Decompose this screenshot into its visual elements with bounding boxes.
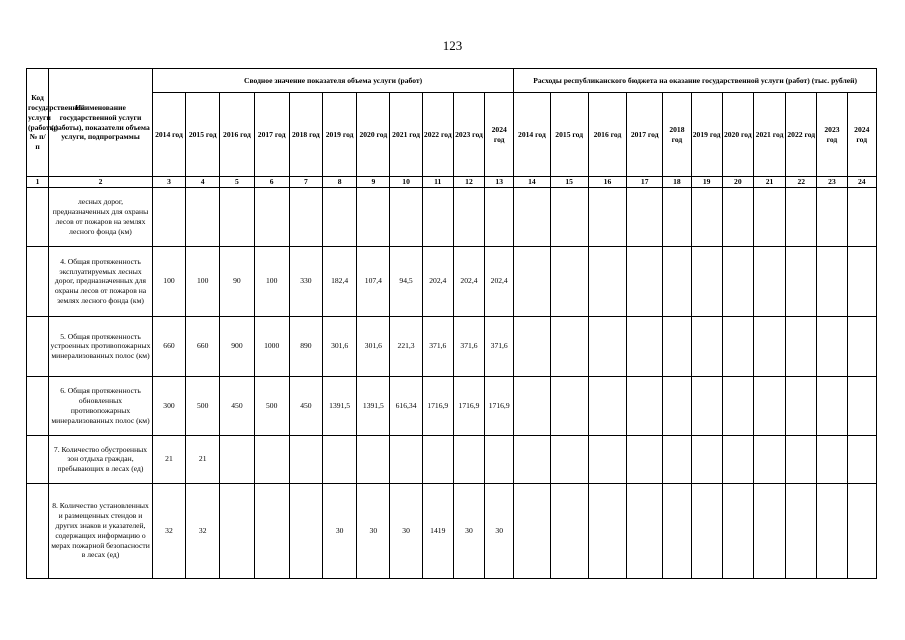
- column-number: 7: [289, 177, 322, 188]
- budget-value: [786, 187, 817, 246]
- budget-value: [753, 246, 785, 316]
- budget-value: [817, 187, 847, 246]
- header-budget-group: Расходы республиканского бюджета на оказание государственной услуги (работ) (тыс. рублей): [514, 69, 877, 93]
- table-row: [27, 246, 877, 316]
- budget-value: [663, 376, 691, 435]
- page-number: 123: [442, 38, 463, 53]
- budget-value: [722, 246, 753, 316]
- budget-value: [691, 316, 722, 376]
- column-number: 15: [550, 177, 588, 188]
- budget-value: [550, 435, 588, 483]
- budget-value: [550, 187, 588, 246]
- header-year-volume: 2015 год: [186, 93, 220, 177]
- table-row: [27, 316, 877, 376]
- budget-value: [514, 483, 550, 578]
- volume-value: 1716,9: [422, 376, 453, 435]
- budget-value: [514, 246, 550, 316]
- column-number: 11: [422, 177, 453, 188]
- volume-value: 94,5: [390, 246, 422, 316]
- budget-value: [722, 316, 753, 376]
- budget-value: [786, 435, 817, 483]
- budget-value: [847, 435, 876, 483]
- row-name: 7. Количество обустроенных зон отдыха граждан, пребывающих в лесах (ед): [49, 435, 153, 483]
- header-year-budget: 2014 год: [514, 93, 550, 177]
- row-name: 5. Общая протяженность устроенных противопожарных минерализованных полос (км): [49, 316, 153, 376]
- header-year-budget: 2024 год: [847, 93, 876, 177]
- budget-value: [753, 187, 785, 246]
- volume-value: 30: [453, 483, 484, 578]
- column-number: 6: [254, 177, 289, 188]
- volume-value: 30: [390, 483, 422, 578]
- header-year-volume: 2019 год: [323, 93, 357, 177]
- volume-value: [485, 435, 514, 483]
- header-year-budget: 2015 год: [550, 93, 588, 177]
- header-year-budget: 2016 год: [588, 93, 626, 177]
- budget-value: [550, 483, 588, 578]
- column-number: 10: [390, 177, 422, 188]
- volume-value: [220, 483, 254, 578]
- budget-table: [26, 68, 877, 579]
- volume-value: 1419: [422, 483, 453, 578]
- budget-value: [847, 483, 876, 578]
- volume-value: 21: [186, 435, 220, 483]
- volume-value: 202,4: [422, 246, 453, 316]
- budget-value: [722, 435, 753, 483]
- header-year-budget: 2023 год: [817, 93, 847, 177]
- budget-value: [691, 187, 722, 246]
- volume-value: [220, 187, 254, 246]
- budget-value: [514, 376, 550, 435]
- budget-value: [550, 246, 588, 316]
- budget-value: [722, 187, 753, 246]
- volume-value: 616,34: [390, 376, 422, 435]
- header-year-budget: 2017 год: [627, 93, 663, 177]
- row-code: [27, 483, 49, 578]
- row-code: [27, 376, 49, 435]
- volume-value: [254, 187, 289, 246]
- row-code: [27, 187, 49, 246]
- volume-value: 371,6: [485, 316, 514, 376]
- volume-value: [289, 483, 322, 578]
- budget-value: [550, 316, 588, 376]
- volume-value: 301,6: [323, 316, 357, 376]
- volume-value: 450: [220, 376, 254, 435]
- volume-value: [289, 435, 322, 483]
- column-number: 12: [453, 177, 484, 188]
- header-volume-group: Сводное значение показателя объема услуги (работ): [152, 69, 513, 93]
- volume-value: 450: [289, 376, 322, 435]
- column-number: 8: [323, 177, 357, 188]
- budget-value: [817, 316, 847, 376]
- budget-value: [753, 435, 785, 483]
- column-number: 4: [186, 177, 220, 188]
- row-code: [27, 316, 49, 376]
- column-number: 1: [27, 177, 49, 188]
- volume-value: 221,3: [390, 316, 422, 376]
- volume-value: 1716,9: [485, 376, 514, 435]
- volume-value: 107,4: [357, 246, 390, 316]
- volume-value: [357, 187, 390, 246]
- budget-value: [722, 483, 753, 578]
- budget-value: [627, 483, 663, 578]
- budget-value: [663, 316, 691, 376]
- budget-value: [627, 246, 663, 316]
- budget-value: [588, 435, 626, 483]
- budget-value: [847, 316, 876, 376]
- volume-value: 202,4: [453, 246, 484, 316]
- column-number: 2: [49, 177, 153, 188]
- volume-value: 30: [323, 483, 357, 578]
- volume-value: [390, 435, 422, 483]
- volume-value: [323, 435, 357, 483]
- budget-value: [514, 435, 550, 483]
- header-year-budget: 2021 год: [753, 93, 785, 177]
- header-year-volume: 2021 год: [390, 93, 422, 177]
- budget-value: [753, 483, 785, 578]
- header-year-volume: 2022 год: [422, 93, 453, 177]
- budget-value: [663, 483, 691, 578]
- column-number: 16: [588, 177, 626, 188]
- budget-value: [588, 483, 626, 578]
- budget-value: [627, 376, 663, 435]
- header-year-volume: 2014 год: [152, 93, 185, 177]
- volume-value: 500: [186, 376, 220, 435]
- volume-value: 202,4: [485, 246, 514, 316]
- volume-value: [289, 187, 322, 246]
- row-name: 4. Общая протяженность эксплуатируемых лесных дорог, предназначенных для охраны лесов от пожаров на землях лесного фонда (км): [49, 246, 153, 316]
- volume-value: 1391,5: [323, 376, 357, 435]
- budget-value: [514, 187, 550, 246]
- row-name: 6. Общая протяженность обновленных противопожарных минерализованных полос (км): [49, 376, 153, 435]
- column-number: 13: [485, 177, 514, 188]
- column-number: 23: [817, 177, 847, 188]
- column-number: 14: [514, 177, 550, 188]
- column-number: 20: [722, 177, 753, 188]
- budget-value: [691, 376, 722, 435]
- header-year-budget: 2019 год: [691, 93, 722, 177]
- volume-value: [422, 187, 453, 246]
- header-code: Код государственной услуги (работы) № п/п: [27, 69, 49, 177]
- header-name: Наименование государственной услуги (работы), показатели объема услуги, подпрограммы: [49, 69, 153, 177]
- budget-value: [627, 435, 663, 483]
- budget-value: [588, 246, 626, 316]
- header-year-volume: 2018 год: [289, 93, 322, 177]
- volume-value: 900: [220, 316, 254, 376]
- column-number: 17: [627, 177, 663, 188]
- budget-value: [514, 316, 550, 376]
- volume-value: 30: [357, 483, 390, 578]
- column-number: 21: [753, 177, 785, 188]
- budget-value: [588, 316, 626, 376]
- column-number: 9: [357, 177, 390, 188]
- column-number: 18: [663, 177, 691, 188]
- volume-value: 301,6: [357, 316, 390, 376]
- volume-value: [390, 187, 422, 246]
- volume-value: 32: [152, 483, 185, 578]
- budget-value: [663, 187, 691, 246]
- table-row: [27, 483, 877, 578]
- volume-value: 100: [254, 246, 289, 316]
- volume-value: 100: [152, 246, 185, 316]
- header-year-volume: 2024 год: [485, 93, 514, 177]
- budget-value: [691, 435, 722, 483]
- volume-value: 371,6: [422, 316, 453, 376]
- budget-value: [817, 483, 847, 578]
- budget-value: [588, 376, 626, 435]
- volume-value: [152, 187, 185, 246]
- volume-value: [323, 187, 357, 246]
- budget-value: [722, 376, 753, 435]
- header-year-volume: 2017 год: [254, 93, 289, 177]
- row-code: [27, 435, 49, 483]
- budget-value: [786, 483, 817, 578]
- budget-value: [627, 187, 663, 246]
- budget-value: [753, 316, 785, 376]
- volume-value: 32: [186, 483, 220, 578]
- volume-value: [422, 435, 453, 483]
- volume-value: 660: [152, 316, 185, 376]
- row-name: 8. Количество установленных и размещенных стендов и других знаков и указателей, содержащих информацию о мерах пожарной безопасности в лесах (ед): [49, 483, 153, 578]
- budget-value: [663, 246, 691, 316]
- volume-value: 500: [254, 376, 289, 435]
- budget-value: [847, 246, 876, 316]
- column-number: 22: [786, 177, 817, 188]
- volume-value: 30: [485, 483, 514, 578]
- volume-value: [453, 187, 484, 246]
- volume-value: 890: [289, 316, 322, 376]
- budget-value: [753, 376, 785, 435]
- volume-value: [357, 435, 390, 483]
- volume-value: [254, 483, 289, 578]
- header-year-volume: 2023 год: [453, 93, 484, 177]
- volume-value: 1391,5: [357, 376, 390, 435]
- volume-value: 100: [186, 246, 220, 316]
- volume-value: 1000: [254, 316, 289, 376]
- budget-value: [663, 435, 691, 483]
- budget-value: [691, 246, 722, 316]
- header-year-volume: 2016 год: [220, 93, 254, 177]
- budget-value: [817, 376, 847, 435]
- volume-value: 182,4: [323, 246, 357, 316]
- row-name: лесных дорог, предназначенных для охраны лесов от пожаров на землях лесного фонда (км): [49, 187, 153, 246]
- column-number: 19: [691, 177, 722, 188]
- volume-value: 21: [152, 435, 185, 483]
- budget-value: [786, 246, 817, 316]
- budget-value: [817, 435, 847, 483]
- volume-value: 330: [289, 246, 322, 316]
- budget-value: [588, 187, 626, 246]
- volume-value: 90: [220, 246, 254, 316]
- budget-value: [817, 246, 847, 316]
- volume-value: [220, 435, 254, 483]
- header-year-budget: 2018 год: [663, 93, 691, 177]
- header-year-budget: 2022 год: [786, 93, 817, 177]
- budget-value: [786, 376, 817, 435]
- header-year-budget: 2020 год: [722, 93, 753, 177]
- budget-value: [691, 483, 722, 578]
- table-row: [27, 376, 877, 435]
- column-number: 5: [220, 177, 254, 188]
- volume-value: 371,6: [453, 316, 484, 376]
- volume-value: 300: [152, 376, 185, 435]
- header-year-volume: 2020 год: [357, 93, 390, 177]
- table-row: [27, 435, 877, 483]
- volume-value: [453, 435, 484, 483]
- column-number: 3: [152, 177, 185, 188]
- budget-value: [786, 316, 817, 376]
- volume-value: 660: [186, 316, 220, 376]
- budget-value: [550, 376, 588, 435]
- volume-value: [186, 187, 220, 246]
- column-number: 24: [847, 177, 876, 188]
- budget-value: [627, 316, 663, 376]
- volume-value: [254, 435, 289, 483]
- volume-value: 1716,9: [453, 376, 484, 435]
- budget-value: [847, 187, 876, 246]
- row-code: [27, 246, 49, 316]
- budget-value: [847, 376, 876, 435]
- table-row: [27, 187, 877, 246]
- volume-value: [485, 187, 514, 246]
